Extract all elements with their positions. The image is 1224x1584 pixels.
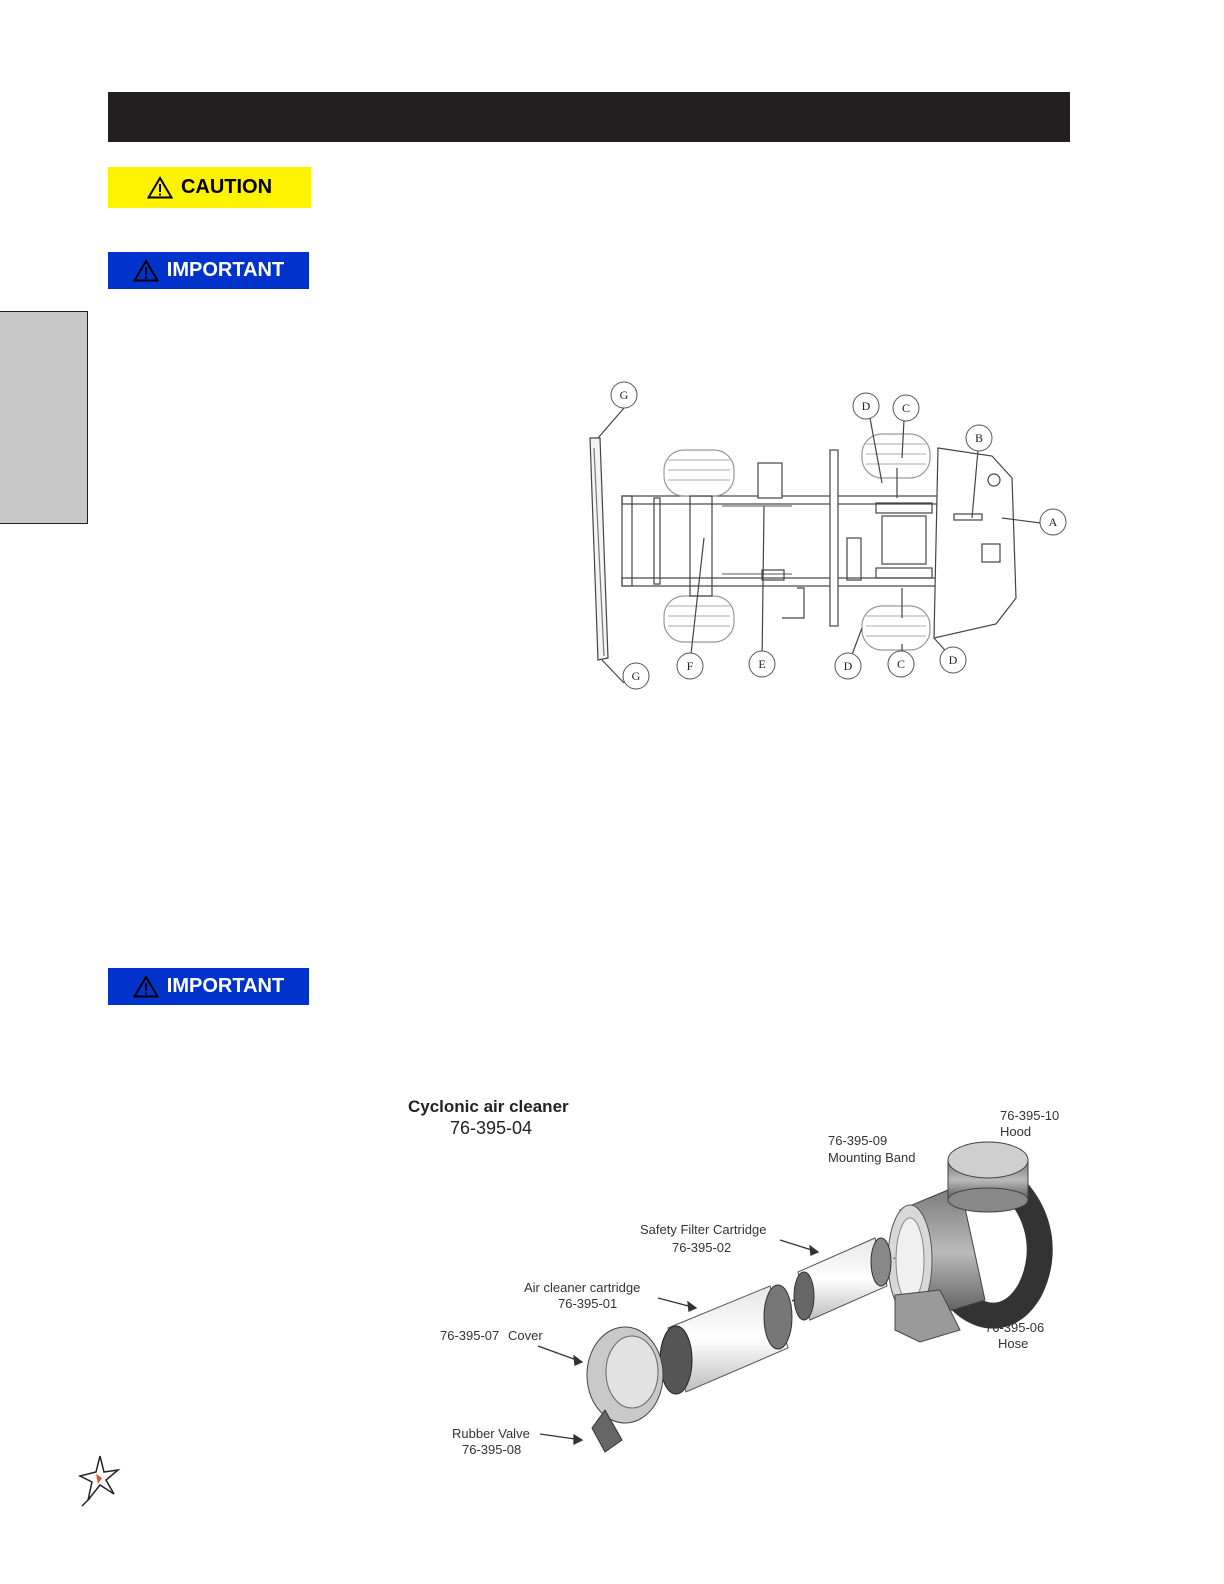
label-cover-name: Cover <box>508 1328 543 1343</box>
callout-d-bottom-1 <box>835 653 861 679</box>
callout-g-top <box>611 382 637 408</box>
svg-text:G: G <box>619 388 629 402</box>
callout-f <box>677 653 703 679</box>
important-label-2: IMPORTANT <box>166 975 285 997</box>
label-cartridge-number: 76-395-01 <box>558 1296 618 1311</box>
svg-text:C: C <box>896 657 906 671</box>
callout-a <box>1040 509 1066 535</box>
label-hood-number: 76-395-10 <box>1000 1108 1060 1123</box>
svg-text:D: D <box>861 399 871 413</box>
label-hood-name: Hood <box>1000 1124 1032 1139</box>
svg-text:A: A <box>1048 515 1058 529</box>
air-cleaner-cartridge <box>660 1285 792 1394</box>
important-label-1: IMPORTANT <box>166 259 285 281</box>
warning-triangle-icon <box>147 176 173 199</box>
label-band-number: 76-395-09 <box>828 1133 888 1148</box>
label-safety-number: 76-395-02 <box>672 1240 732 1255</box>
svg-text:E: E <box>758 657 766 671</box>
callout-c-top <box>893 395 919 421</box>
callout-b <box>966 425 992 451</box>
important-badge-1 <box>108 252 309 289</box>
caution-badge <box>108 167 311 208</box>
air-cleaner-title: Cyclonic air cleaner <box>408 1097 569 1116</box>
callout-e <box>749 651 775 677</box>
label-hose-number: 76-395-06 <box>985 1320 1045 1335</box>
air-cleaner-cover <box>587 1327 663 1452</box>
label-safety-name: Safety Filter Cartridge <box>640 1222 767 1237</box>
callout-d-bottom-2 <box>940 647 966 673</box>
star-logo-icon <box>78 1452 122 1508</box>
important-badge-2 <box>108 968 309 1005</box>
safety-filter-cartridge <box>794 1238 891 1320</box>
air-cleaner-hood <box>948 1142 1028 1212</box>
svg-text:G: G <box>631 669 641 683</box>
callout-c-bottom <box>888 651 914 677</box>
warning-triangle-icon <box>133 259 159 282</box>
air-cleaner-diagram <box>400 1090 1090 1470</box>
label-cartridge-name: Air cleaner cartridge <box>524 1280 641 1295</box>
section-header-bar <box>108 92 1070 142</box>
label-valve-name: Rubber Valve <box>452 1426 530 1441</box>
svg-text:C: C <box>901 401 911 415</box>
label-valve-number: 76-395-08 <box>462 1442 522 1457</box>
label-band-name: Mounting Band <box>828 1150 916 1165</box>
callout-d-top <box>853 393 879 419</box>
svg-text:D: D <box>843 659 853 673</box>
label-hose-name: Hose <box>998 1336 1029 1351</box>
caution-label: CAUTION <box>180 176 273 198</box>
air-cleaner-title-part: 76-395-04 <box>450 1118 533 1138</box>
svg-text:D: D <box>948 653 958 667</box>
callout-g-bottom <box>623 663 649 689</box>
svg-text:F: F <box>686 659 694 673</box>
warning-triangle-icon <box>133 975 159 998</box>
svg-text:B: B <box>974 431 984 445</box>
chassis-diagram <box>572 338 1072 698</box>
side-chapter-tab <box>0 311 88 524</box>
label-cover-number: 76-395-07 <box>440 1328 500 1343</box>
